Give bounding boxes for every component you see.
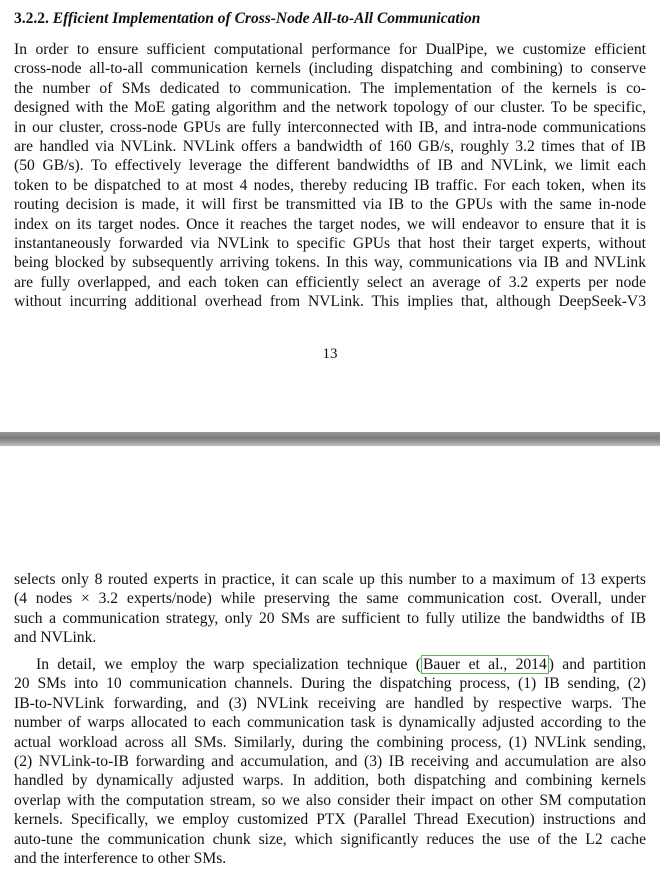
page-13-bottom-portion <box>0 0 660 432</box>
section-number: 3.2.2. <box>14 10 49 27</box>
paragraph-line: instantaneously forwarded via NVLink to specific GPUs that host their target experts, without <box>14 235 646 253</box>
paragraph-line: and NVLink. <box>14 629 97 647</box>
paragraph-line: routing decision is made, it will first be transmitted via IB to the GPUs with the same in-node <box>14 196 646 214</box>
paragraph-line: (4 nodes × 3.2 experts/node) while preserving the same communication cost. Overall, under <box>14 590 646 608</box>
paragraph-line: IB-to-NVLink forwarding, and (3) NVLink receiving are handled by respective warps. The <box>14 694 646 712</box>
paragraph-line: actual workload across all SMs. Similarly, during the combining process, (1) NVLink sending, <box>14 733 646 751</box>
paragraph-line: 20 SMs into 10 communication channels. During the dispatching process, (1) IB sending, (2) <box>14 675 646 693</box>
paragraph-line: in our cluster, cross-node GPUs are fully interconnected with IB, and intra-node communications <box>14 118 646 136</box>
paragraph-line: number of warps allocated to each communication task is dynamically adjusted according to the <box>14 714 646 732</box>
paragraph-text: ) and partition <box>548 656 646 673</box>
paragraph-line: In order to ensure sufficient computational performance for DualPipe, we customize efficient <box>14 41 646 58</box>
paragraph-line: selects only 8 routed experts in practice, it can scale up this number to a maximum of 13 experts <box>14 571 646 588</box>
paragraph-line: being blocked by subsequently arriving tokens. In this way, communications via IB and NVLink <box>14 254 646 272</box>
paragraph-line: (2) NVLink-to-IB forwarding and accumulation, and (3) IB receiving and accumulation are also <box>14 753 646 771</box>
paragraph-line: kernels. Specifically, we employ customized PTX (Parallel Thread Execution) instructions and <box>14 811 646 829</box>
paragraph-line: auto-tune the communication chunk size, which significantly reduces the use of the L2 cache <box>14 830 646 848</box>
paragraph-line: designed with the MoE gating algorithm and the network topology of our cluster. To be specific, <box>14 99 646 117</box>
paragraph-1 <box>14 40 646 312</box>
page-divider <box>0 432 660 446</box>
section-heading <box>14 8 654 29</box>
citation-link[interactable]: Bauer et al., 2014 <box>423 656 547 673</box>
paragraph-line: overlap with the computation stream, so we also consider their impact on other SM computation <box>14 791 646 809</box>
paragraph-line: are fully overlapped, and each token can efficiently select an average of 3.2 experts per node <box>14 273 646 291</box>
paragraph-line: without incurring additional overhead from NVLink. This implies that, although DeepSeek-V3 <box>14 293 646 311</box>
paragraph-3 <box>14 655 646 868</box>
paragraph-line: (50 GB/s). To effectively leverage the different bandwidths of IB and NVLink, we limit each <box>14 157 646 175</box>
paragraph-line: index on its target nodes. Once it reaches the target nodes, we will endeavor to ensure that it is <box>14 215 646 233</box>
paragraph-text: In detail, we employ the warp specialization technique ( <box>36 656 421 673</box>
paragraph-line: are handled via NVLink. NVLink offers a bandwidth of 160 GB/s, roughly 3.2 times that of IB <box>14 138 646 156</box>
paragraph-line: handled by dynamically adjusted warps. In addition, both dispatching and combining kernels <box>14 772 646 790</box>
paragraph-line-with-citation <box>14 655 646 674</box>
paragraph-line: and the interference to other SMs. <box>14 850 227 868</box>
paragraph-2 <box>14 570 646 648</box>
page-number: 13 <box>322 346 338 362</box>
paragraph-line: cross-node all-to-all communication kernels (including dispatching and combining) to conserve <box>14 60 646 78</box>
paragraph-line: token to be dispatched to at most 4 nodes, thereby reducing IB traffic. For each token, when its <box>14 176 646 194</box>
paragraph-line: such a communication strategy, only 20 SMs are sufficient to fully utilize the bandwidths of IB <box>14 609 646 627</box>
paragraph-line: the number of SMs dedicated to communication. The implementation of the kernels is co- <box>14 79 646 97</box>
section-title: Efficient Implementation of Cross-Node All-to-All Communication <box>52 10 481 27</box>
